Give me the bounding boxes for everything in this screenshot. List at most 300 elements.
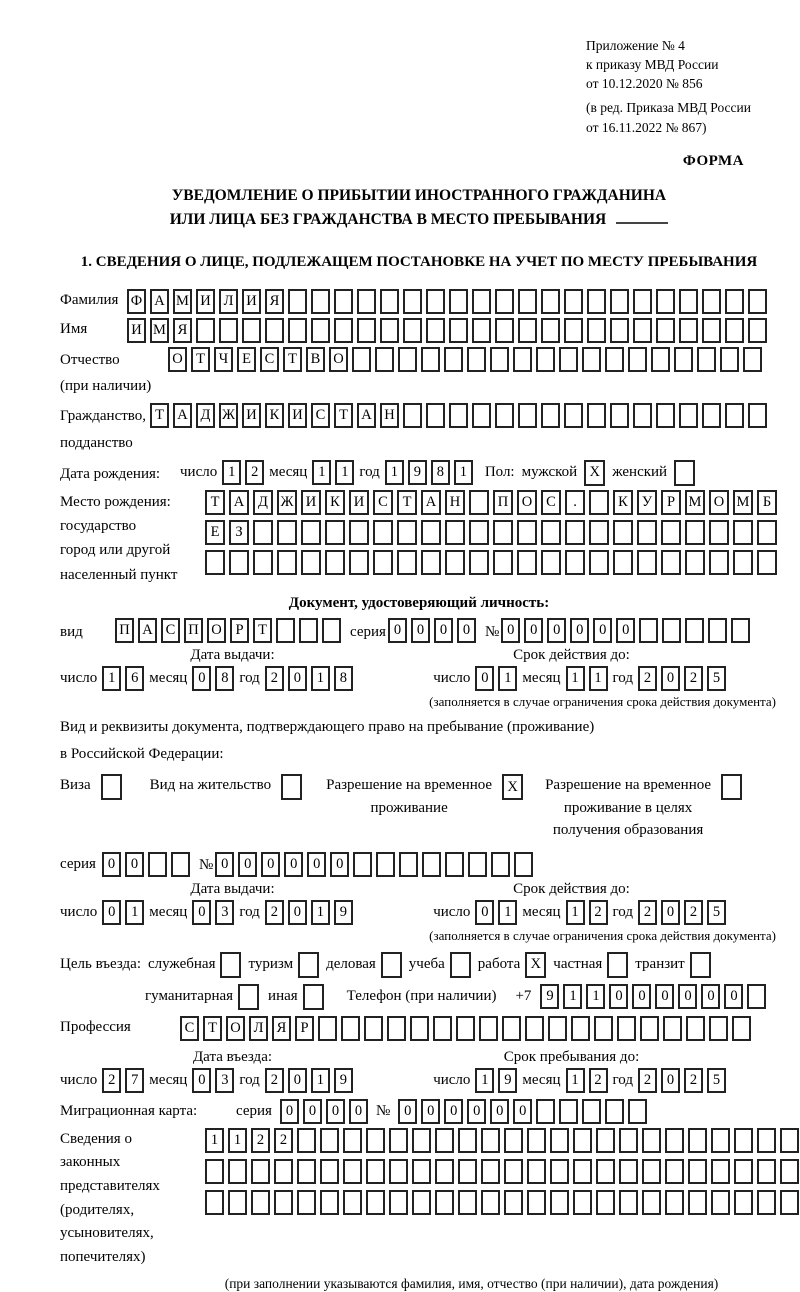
char-cell[interactable] (685, 520, 705, 545)
char-cell[interactable] (469, 520, 489, 545)
entry-month-cells[interactable] (192, 1068, 234, 1093)
char-cell[interactable] (472, 318, 491, 343)
char-cell[interactable] (357, 289, 376, 314)
char-cell[interactable] (541, 289, 560, 314)
char-cell[interactable] (297, 1128, 316, 1153)
char-cell[interactable] (242, 318, 261, 343)
char-cell[interactable]: Ф (127, 289, 146, 314)
char-cell[interactable] (642, 1128, 661, 1153)
char-cell[interactable] (299, 618, 318, 643)
char-cell[interactable] (493, 550, 513, 575)
char-cell[interactable]: И (301, 490, 321, 515)
char-cell[interactable] (422, 852, 441, 877)
char-cell[interactable] (517, 520, 537, 545)
char-cell[interactable] (536, 1099, 555, 1124)
char-cell[interactable]: 1 (454, 460, 473, 485)
char-cell[interactable] (757, 1159, 776, 1184)
birth-place-row3-cells[interactable] (205, 550, 777, 575)
char-cell[interactable]: 0 (102, 852, 121, 877)
char-cell[interactable]: 3 (215, 900, 234, 925)
char-cell[interactable]: 1 (205, 1128, 224, 1153)
char-cell[interactable] (148, 852, 167, 877)
stay-doc-issue-year-cells[interactable] (265, 900, 353, 925)
char-cell[interactable] (366, 1159, 385, 1184)
char-cell[interactable] (708, 618, 727, 643)
char-cell[interactable]: С (373, 490, 393, 515)
char-cell[interactable] (421, 520, 441, 545)
purpose-transit-checkbox[interactable] (690, 952, 711, 978)
char-cell[interactable] (320, 1190, 339, 1215)
char-cell[interactable] (421, 550, 441, 575)
char-cell[interactable]: Т (283, 347, 302, 372)
char-cell[interactable] (662, 618, 681, 643)
char-cell[interactable] (297, 1159, 316, 1184)
char-cell[interactable] (318, 1016, 337, 1041)
char-cell[interactable]: К (325, 490, 345, 515)
char-cell[interactable]: А (421, 490, 441, 515)
char-cell[interactable] (686, 1016, 705, 1041)
char-cell[interactable]: 2 (638, 666, 657, 691)
birth-day-cells[interactable] (222, 460, 264, 485)
char-cell[interactable]: 2 (589, 900, 608, 925)
char-cell[interactable] (665, 1190, 684, 1215)
char-cell[interactable]: 1 (589, 666, 608, 691)
char-cell[interactable] (637, 550, 657, 575)
char-cell[interactable] (637, 520, 657, 545)
char-cell[interactable]: Р (295, 1016, 314, 1041)
char-cell[interactable] (734, 1159, 753, 1184)
char-cell[interactable] (171, 852, 190, 877)
char-cell[interactable]: 2 (251, 1128, 270, 1153)
char-cell[interactable] (527, 1190, 546, 1215)
char-cell[interactable] (502, 1016, 521, 1041)
char-cell[interactable] (412, 1159, 431, 1184)
char-cell[interactable] (410, 1016, 429, 1041)
char-cell[interactable] (364, 1016, 383, 1041)
char-cell[interactable] (564, 289, 583, 314)
char-cell[interactable] (582, 1099, 601, 1124)
char-cell[interactable] (458, 1159, 477, 1184)
char-cell[interactable] (619, 1190, 638, 1215)
char-cell[interactable] (633, 318, 652, 343)
option-visa-checkbox[interactable] (101, 774, 122, 800)
char-cell[interactable]: С (260, 347, 279, 372)
char-cell[interactable]: 2 (245, 460, 264, 485)
char-cell[interactable] (349, 520, 369, 545)
char-cell[interactable] (587, 318, 606, 343)
char-cell[interactable]: П (115, 618, 134, 643)
char-cell[interactable]: Ж (219, 403, 238, 428)
char-cell[interactable] (517, 550, 537, 575)
char-cell[interactable] (610, 289, 629, 314)
char-cell[interactable] (747, 984, 766, 1009)
char-cell[interactable] (573, 1159, 592, 1184)
char-cell[interactable] (320, 1128, 339, 1153)
identity-valid-month-cells[interactable] (566, 666, 608, 691)
char-cell[interactable]: С (161, 618, 180, 643)
representatives-row3-cells[interactable] (205, 1190, 799, 1215)
char-cell[interactable] (343, 1128, 362, 1153)
char-cell[interactable] (228, 1190, 247, 1215)
char-cell[interactable] (381, 952, 402, 978)
char-cell[interactable] (628, 347, 647, 372)
char-cell[interactable] (389, 1128, 408, 1153)
char-cell[interactable]: Я (173, 318, 192, 343)
char-cell[interactable] (663, 1016, 682, 1041)
char-cell[interactable] (504, 1128, 523, 1153)
char-cell[interactable] (495, 289, 514, 314)
char-cell[interactable]: М (733, 490, 753, 515)
char-cell[interactable]: А (138, 618, 157, 643)
char-cell[interactable] (495, 403, 514, 428)
char-cell[interactable]: Н (380, 403, 399, 428)
char-cell[interactable]: 0 (398, 1099, 417, 1124)
char-cell[interactable]: 0 (330, 852, 349, 877)
char-cell[interactable]: X (525, 952, 546, 978)
char-cell[interactable]: 0 (655, 984, 674, 1009)
purpose-tourism-checkbox[interactable] (298, 952, 319, 978)
char-cell[interactable]: 0 (547, 618, 566, 643)
char-cell[interactable] (661, 520, 681, 545)
char-cell[interactable] (397, 520, 417, 545)
char-cell[interactable] (587, 289, 606, 314)
representatives-row2-cells[interactable] (205, 1159, 799, 1184)
char-cell[interactable]: 2 (265, 900, 284, 925)
birth-year-cells[interactable] (385, 460, 473, 485)
char-cell[interactable]: О (207, 618, 226, 643)
char-cell[interactable] (720, 347, 739, 372)
char-cell[interactable] (380, 318, 399, 343)
char-cell[interactable]: 0 (288, 666, 307, 691)
char-cell[interactable] (639, 618, 658, 643)
char-cell[interactable]: 0 (421, 1099, 440, 1124)
char-cell[interactable] (679, 289, 698, 314)
char-cell[interactable]: Ж (277, 490, 297, 515)
char-cell[interactable]: 2 (684, 1068, 703, 1093)
birth-place-row2-cells[interactable] (205, 520, 777, 545)
char-cell[interactable] (229, 550, 249, 575)
char-cell[interactable] (288, 318, 307, 343)
entry-day-cells[interactable] (102, 1068, 144, 1093)
char-cell[interactable]: И (288, 403, 307, 428)
char-cell[interactable] (743, 347, 762, 372)
char-cell[interactable]: О (168, 347, 187, 372)
char-cell[interactable]: Е (205, 520, 225, 545)
char-cell[interactable]: 0 (102, 900, 121, 925)
char-cell[interactable] (325, 550, 345, 575)
char-cell[interactable]: С (180, 1016, 199, 1041)
char-cell[interactable]: 2 (102, 1068, 121, 1093)
stay-month-cells[interactable] (566, 1068, 608, 1093)
char-cell[interactable]: Л (249, 1016, 268, 1041)
char-cell[interactable]: X (584, 460, 605, 486)
char-cell[interactable]: Р (230, 618, 249, 643)
char-cell[interactable]: Р (661, 490, 681, 515)
char-cell[interactable] (656, 318, 675, 343)
char-cell[interactable] (709, 520, 729, 545)
char-cell[interactable]: Я (272, 1016, 291, 1041)
char-cell[interactable]: П (493, 490, 513, 515)
char-cell[interactable] (548, 1016, 567, 1041)
char-cell[interactable] (490, 347, 509, 372)
char-cell[interactable] (458, 1190, 477, 1215)
option-residence-permit-checkbox[interactable] (281, 774, 302, 800)
char-cell[interactable] (467, 347, 486, 372)
char-cell[interactable] (613, 550, 633, 575)
char-cell[interactable] (469, 490, 489, 515)
char-cell[interactable] (426, 289, 445, 314)
char-cell[interactable]: 1 (222, 460, 241, 485)
char-cell[interactable]: Д (196, 403, 215, 428)
purpose-work-checkbox[interactable] (525, 952, 546, 978)
char-cell[interactable] (685, 550, 705, 575)
char-cell[interactable] (238, 984, 259, 1010)
char-cell[interactable] (504, 1190, 523, 1215)
char-cell[interactable] (472, 403, 491, 428)
char-cell[interactable]: 1 (586, 984, 605, 1009)
char-cell[interactable] (228, 1159, 247, 1184)
char-cell[interactable] (504, 1159, 523, 1184)
char-cell[interactable]: 1 (311, 1068, 330, 1093)
char-cell[interactable] (610, 403, 629, 428)
char-cell[interactable] (472, 289, 491, 314)
char-cell[interactable]: 1 (312, 460, 331, 485)
char-cell[interactable] (449, 403, 468, 428)
char-cell[interactable]: 1 (566, 666, 585, 691)
char-cell[interactable] (357, 318, 376, 343)
char-cell[interactable] (685, 618, 704, 643)
char-cell[interactable] (732, 1016, 751, 1041)
char-cell[interactable] (690, 952, 711, 978)
char-cell[interactable]: X (502, 774, 523, 800)
purpose-other-checkbox[interactable] (303, 984, 324, 1010)
char-cell[interactable] (375, 347, 394, 372)
char-cell[interactable]: 0 (192, 1068, 211, 1093)
char-cell[interactable]: Т (191, 347, 210, 372)
char-cell[interactable]: 0 (125, 852, 144, 877)
char-cell[interactable]: 0 (434, 618, 453, 643)
char-cell[interactable] (389, 1190, 408, 1215)
char-cell[interactable] (702, 318, 721, 343)
char-cell[interactable]: 9 (334, 900, 353, 925)
char-cell[interactable] (709, 550, 729, 575)
char-cell[interactable] (527, 1159, 546, 1184)
char-cell[interactable] (757, 1128, 776, 1153)
char-cell[interactable] (656, 403, 675, 428)
char-cell[interactable]: Т (203, 1016, 222, 1041)
char-cell[interactable] (412, 1128, 431, 1153)
char-cell[interactable] (353, 852, 372, 877)
char-cell[interactable] (449, 318, 468, 343)
char-cell[interactable] (380, 289, 399, 314)
char-cell[interactable]: 9 (408, 460, 427, 485)
char-cell[interactable]: 0 (288, 900, 307, 925)
char-cell[interactable]: 0 (307, 852, 326, 877)
char-cell[interactable]: 3 (215, 1068, 234, 1093)
char-cell[interactable] (734, 1128, 753, 1153)
char-cell[interactable] (343, 1190, 362, 1215)
char-cell[interactable] (656, 289, 675, 314)
char-cell[interactable] (628, 1099, 647, 1124)
char-cell[interactable] (450, 952, 471, 978)
char-cell[interactable] (589, 520, 609, 545)
char-cell[interactable] (219, 318, 238, 343)
representatives-row1-cells[interactable] (205, 1128, 799, 1153)
identity-valid-day-cells[interactable] (475, 666, 517, 691)
purpose-humanitarian-checkbox[interactable] (238, 984, 259, 1010)
char-cell[interactable] (596, 1128, 615, 1153)
char-cell[interactable] (780, 1190, 799, 1215)
char-cell[interactable]: З (229, 520, 249, 545)
char-cell[interactable]: 0 (467, 1099, 486, 1124)
char-cell[interactable]: 5 (707, 1068, 726, 1093)
char-cell[interactable]: 0 (678, 984, 697, 1009)
char-cell[interactable] (389, 1159, 408, 1184)
char-cell[interactable]: 0 (570, 618, 589, 643)
char-cell[interactable] (253, 520, 273, 545)
identity-doc-series-cells[interactable] (388, 618, 476, 643)
char-cell[interactable]: 1 (228, 1128, 247, 1153)
char-cell[interactable] (564, 318, 583, 343)
char-cell[interactable]: О (709, 490, 729, 515)
char-cell[interactable]: 7 (125, 1068, 144, 1093)
char-cell[interactable] (495, 318, 514, 343)
char-cell[interactable] (341, 1016, 360, 1041)
char-cell[interactable] (445, 520, 465, 545)
char-cell[interactable]: 0 (724, 984, 743, 1009)
char-cell[interactable] (253, 550, 273, 575)
char-cell[interactable]: 0 (661, 900, 680, 925)
char-cell[interactable] (617, 1016, 636, 1041)
char-cell[interactable]: О (517, 490, 537, 515)
char-cell[interactable]: 1 (385, 460, 404, 485)
char-cell[interactable] (702, 289, 721, 314)
char-cell[interactable] (651, 347, 670, 372)
char-cell[interactable] (582, 347, 601, 372)
stay-doc-valid-day-cells[interactable] (475, 900, 517, 925)
char-cell[interactable]: Т (253, 618, 272, 643)
identity-issue-month-cells[interactable] (192, 666, 234, 691)
char-cell[interactable] (613, 520, 633, 545)
char-cell[interactable]: Д (253, 490, 273, 515)
char-cell[interactable] (605, 347, 624, 372)
char-cell[interactable] (541, 520, 561, 545)
char-cell[interactable] (301, 550, 321, 575)
char-cell[interactable] (426, 318, 445, 343)
char-cell[interactable]: Е (237, 347, 256, 372)
char-cell[interactable] (513, 347, 532, 372)
char-cell[interactable] (559, 1099, 578, 1124)
identity-valid-year-cells[interactable] (638, 666, 726, 691)
char-cell[interactable]: 1 (498, 900, 517, 925)
char-cell[interactable] (665, 1128, 684, 1153)
char-cell[interactable]: 2 (684, 900, 703, 925)
char-cell[interactable] (276, 618, 295, 643)
char-cell[interactable] (458, 1128, 477, 1153)
char-cell[interactable] (265, 318, 284, 343)
char-cell[interactable] (702, 403, 721, 428)
char-cell[interactable] (251, 1159, 270, 1184)
char-cell[interactable]: О (226, 1016, 245, 1041)
char-cell[interactable] (589, 490, 609, 515)
char-cell[interactable] (661, 550, 681, 575)
char-cell[interactable] (711, 1159, 730, 1184)
char-cell[interactable] (493, 520, 513, 545)
char-cell[interactable] (398, 347, 417, 372)
char-cell[interactable] (518, 403, 537, 428)
stay-doc-number-cells[interactable] (215, 852, 533, 877)
profession-cells[interactable] (180, 1016, 751, 1041)
char-cell[interactable] (674, 347, 693, 372)
char-cell[interactable]: 0 (192, 900, 211, 925)
char-cell[interactable] (399, 852, 418, 877)
citizenship-cells[interactable] (150, 403, 767, 428)
char-cell[interactable] (205, 1159, 224, 1184)
char-cell[interactable]: 0 (261, 852, 280, 877)
char-cell[interactable] (725, 318, 744, 343)
entry-year-cells[interactable] (265, 1068, 353, 1093)
char-cell[interactable] (481, 1159, 500, 1184)
char-cell[interactable]: 0 (215, 852, 234, 877)
char-cell[interactable] (445, 852, 464, 877)
char-cell[interactable]: 0 (475, 666, 494, 691)
char-cell[interactable]: В (306, 347, 325, 372)
char-cell[interactable]: С (541, 490, 561, 515)
char-cell[interactable]: 1 (102, 666, 121, 691)
char-cell[interactable]: 2 (274, 1128, 293, 1153)
char-cell[interactable] (101, 774, 122, 800)
char-cell[interactable] (343, 1159, 362, 1184)
char-cell[interactable] (721, 774, 742, 800)
char-cell[interactable]: С (311, 403, 330, 428)
char-cell[interactable]: Я (265, 289, 284, 314)
char-cell[interactable] (334, 318, 353, 343)
char-cell[interactable] (435, 1159, 454, 1184)
char-cell[interactable]: И (127, 318, 146, 343)
char-cell[interactable]: Ч (214, 347, 233, 372)
phone-cells[interactable] (540, 984, 766, 1009)
char-cell[interactable]: 0 (411, 618, 430, 643)
char-cell[interactable] (397, 550, 417, 575)
char-cell[interactable] (725, 403, 744, 428)
char-cell[interactable]: 0 (280, 1099, 299, 1124)
char-cell[interactable] (642, 1159, 661, 1184)
char-cell[interactable] (594, 1016, 613, 1041)
char-cell[interactable] (366, 1190, 385, 1215)
char-cell[interactable]: 0 (501, 618, 520, 643)
char-cell[interactable] (564, 403, 583, 428)
char-cell[interactable] (445, 550, 465, 575)
char-cell[interactable] (311, 289, 330, 314)
char-cell[interactable] (435, 1128, 454, 1153)
char-cell[interactable]: 0 (632, 984, 651, 1009)
char-cell[interactable]: 0 (475, 900, 494, 925)
patronymic-cells[interactable] (168, 347, 762, 372)
char-cell[interactable] (525, 1016, 544, 1041)
char-cell[interactable] (780, 1128, 799, 1153)
char-cell[interactable] (298, 952, 319, 978)
char-cell[interactable] (587, 403, 606, 428)
char-cell[interactable] (277, 520, 297, 545)
char-cell[interactable] (541, 403, 560, 428)
char-cell[interactable]: 0 (303, 1099, 322, 1124)
char-cell[interactable] (456, 1016, 475, 1041)
char-cell[interactable]: М (150, 318, 169, 343)
char-cell[interactable] (352, 347, 371, 372)
char-cell[interactable] (205, 550, 225, 575)
char-cell[interactable] (565, 550, 585, 575)
char-cell[interactable] (725, 289, 744, 314)
